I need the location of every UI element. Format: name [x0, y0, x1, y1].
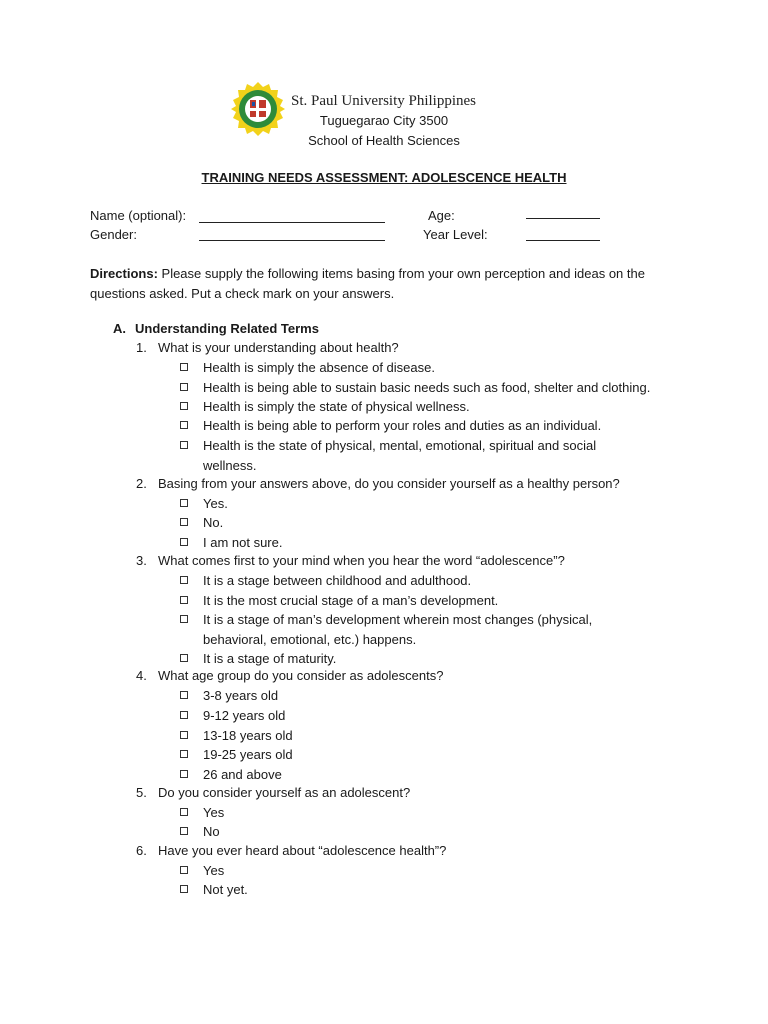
- option-label: It is a stage of man’s development wherein most changes (physical, behavioral, emotional, etc.) happens.: [203, 612, 593, 647]
- checkbox-icon[interactable]: [180, 654, 188, 662]
- option-label: No.: [203, 515, 224, 530]
- question-2: [136, 476, 620, 491]
- checkbox-icon[interactable]: [180, 711, 188, 719]
- option-label: 19-25 years old: [203, 747, 293, 762]
- question-text: Do you consider yourself as an adolescent?: [158, 785, 411, 800]
- option-checkbox[interactable]: [180, 416, 680, 436]
- option-label: No: [203, 824, 220, 839]
- question-text: What age group do you consider as adolescents?: [158, 668, 444, 683]
- question-5: [136, 785, 410, 800]
- question-3: [136, 553, 565, 568]
- university-city: Tuguegarao City 3500: [319, 113, 449, 128]
- checkbox-icon[interactable]: [180, 576, 188, 584]
- checkbox-icon[interactable]: [180, 866, 188, 874]
- question-number: 1.: [136, 340, 147, 355]
- option-checkbox[interactable]: [180, 686, 680, 706]
- question-text: What comes first to your mind when you hear the word “adolescence”?: [158, 553, 565, 568]
- checkbox-icon[interactable]: [180, 518, 188, 526]
- option-checkbox[interactable]: [180, 765, 680, 785]
- option-label: Not yet.: [203, 882, 248, 897]
- school-name: School of Health Sciences: [308, 133, 460, 148]
- option-checkbox[interactable]: [180, 571, 680, 591]
- option-label: It is a stage between childhood and adulthood.: [203, 573, 472, 588]
- directions-text: Please supply the following items basing from your own perception and ideas on the questions asked. Put a check mark on your answers.: [90, 266, 645, 301]
- checkbox-icon[interactable]: [180, 383, 188, 391]
- option-label: Yes: [203, 863, 225, 878]
- age-label: Age:: [428, 208, 455, 223]
- section-title: Understanding Related Terms: [135, 321, 319, 336]
- section-letter: A.: [113, 321, 126, 336]
- checkbox-icon[interactable]: [180, 827, 188, 835]
- option-label: Health is simply the state of physical wellness.: [203, 399, 470, 414]
- option-label: Health is being able to perform your roles and duties as an individual.: [203, 418, 602, 433]
- option-checkbox[interactable]: [180, 591, 680, 611]
- option-checkbox[interactable]: [180, 706, 680, 726]
- option-checkbox[interactable]: [180, 378, 680, 398]
- option-label: Health is simply the absence of disease.: [203, 360, 435, 375]
- checkbox-icon[interactable]: [180, 421, 188, 429]
- year-level-label: Year Level:: [423, 227, 488, 242]
- name-label: Name (optional):: [90, 208, 187, 223]
- checkbox-icon[interactable]: [180, 770, 188, 778]
- question-text: What is your understanding about health?: [158, 340, 399, 355]
- checkbox-icon[interactable]: [180, 499, 188, 507]
- gender-label: Gender:: [90, 227, 137, 242]
- checkbox-icon[interactable]: [180, 691, 188, 699]
- option-checkbox[interactable]: [180, 861, 680, 881]
- checkbox-icon[interactable]: [180, 615, 188, 623]
- directions-lead: Directions:: [90, 266, 158, 281]
- checkbox-icon[interactable]: [180, 885, 188, 893]
- gender-field[interactable]: [199, 240, 385, 241]
- option-label: Health is being able to sustain basic needs such as food, shelter and clothing.: [203, 380, 651, 395]
- option-checkbox[interactable]: [180, 803, 680, 823]
- option-checkbox[interactable]: [180, 397, 680, 417]
- question-4: [136, 668, 443, 683]
- option-label: It is the most crucial stage of a man’s development.: [203, 593, 499, 608]
- option-checkbox[interactable]: [180, 513, 680, 533]
- checkbox-icon[interactable]: [180, 750, 188, 758]
- option-label: Yes: [203, 805, 225, 820]
- option-checkbox[interactable]: [180, 358, 680, 378]
- option-label: Health is the state of physical, mental, emotional, spiritual and social wellness.: [203, 438, 597, 473]
- option-checkbox[interactable]: [180, 436, 640, 476]
- directions-paragraph: [90, 264, 690, 304]
- checkbox-icon[interactable]: [180, 731, 188, 739]
- checkbox-icon[interactable]: [180, 596, 188, 604]
- option-label: 3-8 years old: [203, 688, 279, 703]
- question-1: [136, 340, 399, 355]
- document-title: TRAINING NEEDS ASSESSMENT: ADOLESCENCE HEALTH: [201, 170, 567, 185]
- checkbox-icon[interactable]: [180, 441, 188, 449]
- question-text: Basing from your answers above, do you consider yourself as a healthy person?: [158, 476, 620, 491]
- option-checkbox[interactable]: [180, 880, 680, 900]
- option-checkbox[interactable]: [180, 533, 680, 553]
- option-label: 13-18 years old: [203, 728, 293, 743]
- question-6: [136, 843, 446, 858]
- option-label: 9-12 years old: [203, 708, 286, 723]
- checkbox-icon[interactable]: [180, 808, 188, 816]
- option-checkbox[interactable]: [180, 610, 620, 650]
- name-field[interactable]: [199, 222, 385, 223]
- question-number: 2.: [136, 476, 147, 491]
- age-field[interactable]: [526, 218, 600, 219]
- option-checkbox[interactable]: [180, 494, 680, 514]
- option-checkbox[interactable]: [180, 822, 680, 842]
- section-a-heading: [113, 321, 319, 336]
- university-name: St. Paul University Philippines: [291, 93, 477, 109]
- option-label: 26 and above: [203, 767, 282, 782]
- option-checkbox[interactable]: [180, 649, 680, 669]
- option-checkbox[interactable]: [180, 726, 680, 746]
- checkbox-icon[interactable]: [180, 402, 188, 410]
- question-number: 6.: [136, 843, 147, 858]
- question-text: Have you ever heard about “adolescence health”?: [158, 843, 447, 858]
- year-level-field[interactable]: [526, 240, 600, 241]
- question-number: 5.: [136, 785, 147, 800]
- option-checkbox[interactable]: [180, 745, 680, 765]
- question-number: 4.: [136, 668, 147, 683]
- option-label: It is a stage of maturity.: [203, 651, 337, 666]
- checkbox-icon[interactable]: [180, 363, 188, 371]
- option-label: I am not sure.: [203, 535, 283, 550]
- question-number: 3.: [136, 553, 147, 568]
- checkbox-icon[interactable]: [180, 538, 188, 546]
- option-label: Yes.: [203, 496, 228, 511]
